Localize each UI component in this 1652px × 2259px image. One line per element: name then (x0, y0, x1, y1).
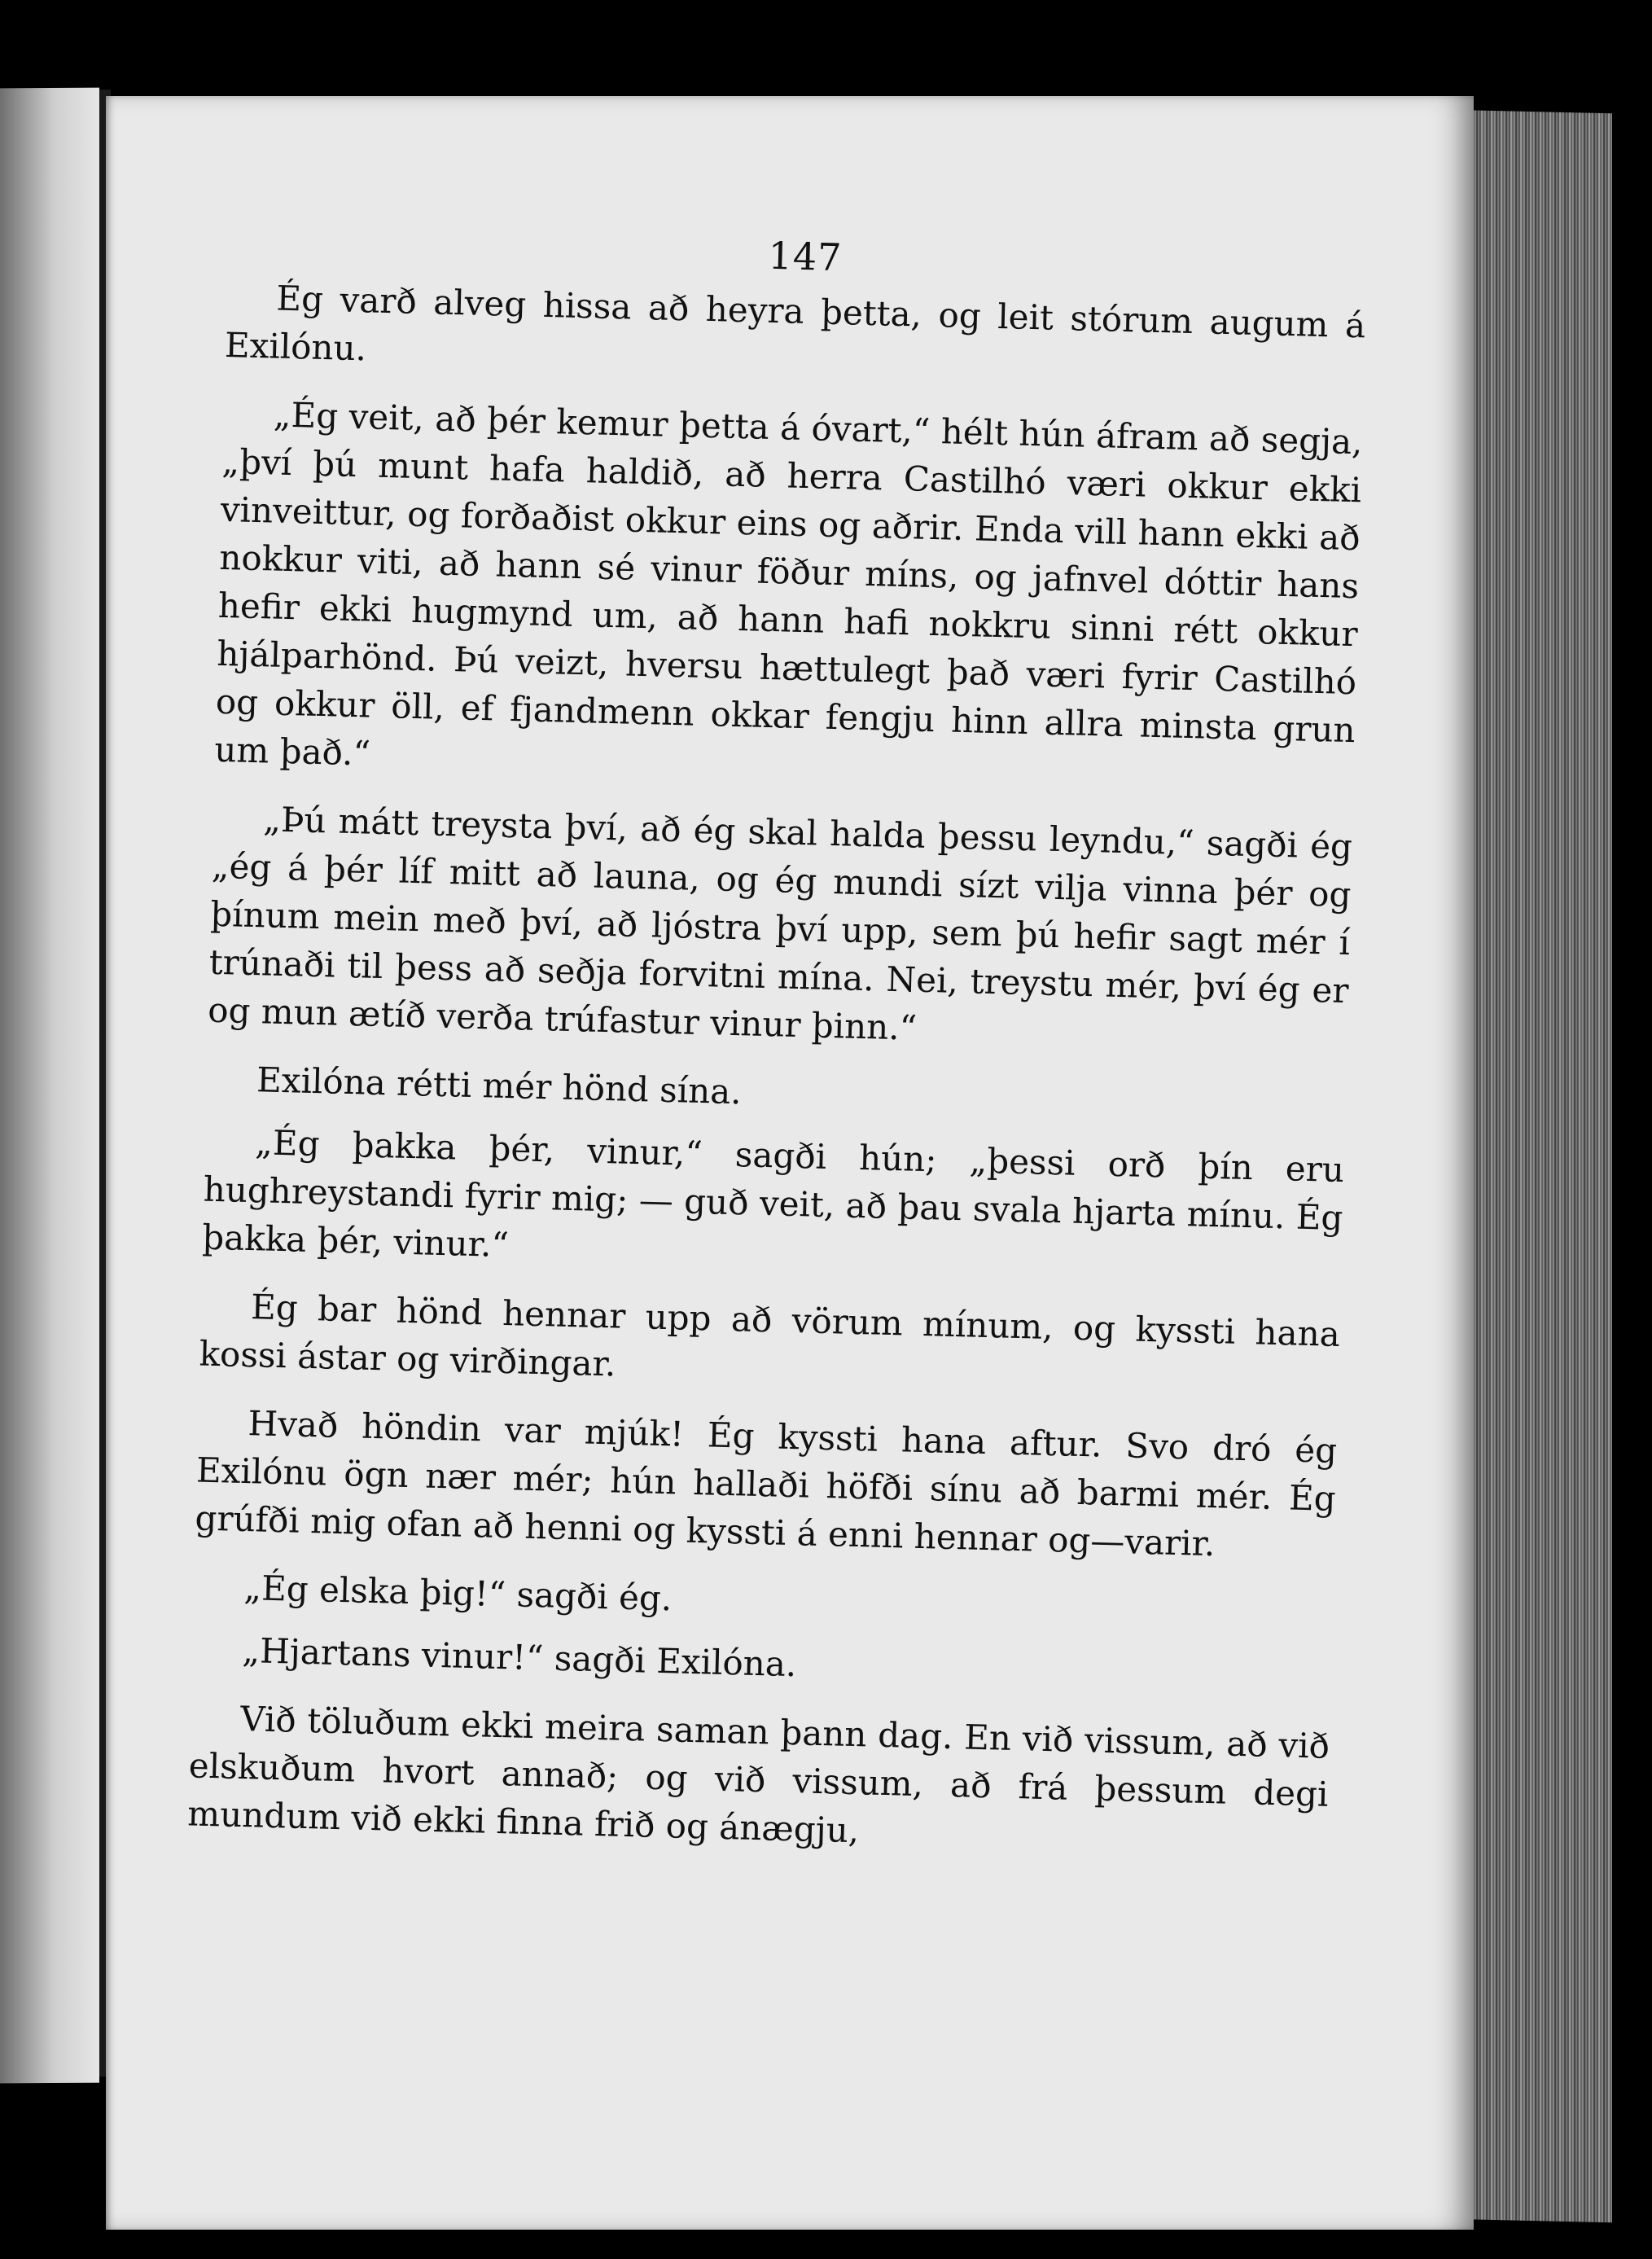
book-page (106, 96, 1474, 2230)
paragraph: Við töluðum ekki meira saman þann dag. En við vissum, að við elskuðum hvort annað; og við vissum, að frá þessum degi mundum við ekki finna frið og ánægju, (186, 1698, 1330, 1851)
paragraph: Ég bar hönd hennar upp að vörum mínum, og kyssti hana kossi ástar og virðingar. (199, 1287, 1341, 1384)
page-block-edge (1457, 110, 1612, 2222)
paragraph: Hvað höndin var mjúk! Ég kyssti hana aftur. Svo dró ég Exilónu ögn nær mér; hún hallaði höfði sínu að barmi mér. Ég grúfði mig ofan að henni og kyssti á enni hennar og—varir. (194, 1403, 1338, 1564)
paragraph: „Ég veit, að þér kemur þetta á óvart,“ hélt hún áfram að segja, „því þú munt hafa haldið, að herra Castilhó væri okkur ekki vinveittur, og forðaðist okkur eins og aðrir. Enda vill hann ekki að nokkur viti, að hann sé vinur föður míns, og jafnvel dóttir hans hefir ekki hugmynd um, að hann hafi nokkru sinni rétt okkur hjálparhönd. Þú veizt, hversu hættulegt það væri fyrir Castilhó og okkur öll, ef fjandmenn okkar fengju hinn allra minsta grun um það.“ (213, 394, 1364, 774)
paragraph: „Þú mátt treysta því, að ég skal halda þessu leyndu,“ sagði ég „ég á þér líf mitt að launa, og ég mundi sízt vilja vinna þér og þínum mein með því, að ljóstra því upp, sem þú hefir sagt mér í trúnaði til þess að seðja forvitni mína. Nei, treystu mér, því ég er og mun ætíð verða trúfastur vinur þinn.“ (207, 799, 1353, 1048)
paragraph: Ég varð alveg hissa að heyra þetta, og leit stórum augum á Exilónu. (224, 278, 1366, 369)
paragraph: „Ég elska þig!“ sagði ég. (243, 1568, 673, 1619)
paragraph: „Ég þakka þér, vinur,“ sagði hún; „þessi orð þín eru hughreystandi fyrir mig; — guð veit, að þau svala hjarta mínu. Ég þakka þér, vinur.“ (201, 1122, 1345, 1265)
page-number: 147 (767, 233, 844, 280)
paragraph: Exilóna rétti mér hönd sína. (256, 1059, 743, 1112)
paragraph: „Hjartans vinur!“ sagði Exilóna. (241, 1630, 797, 1685)
left-page-edge (0, 88, 99, 2084)
page-text-block (181, 218, 1368, 2120)
